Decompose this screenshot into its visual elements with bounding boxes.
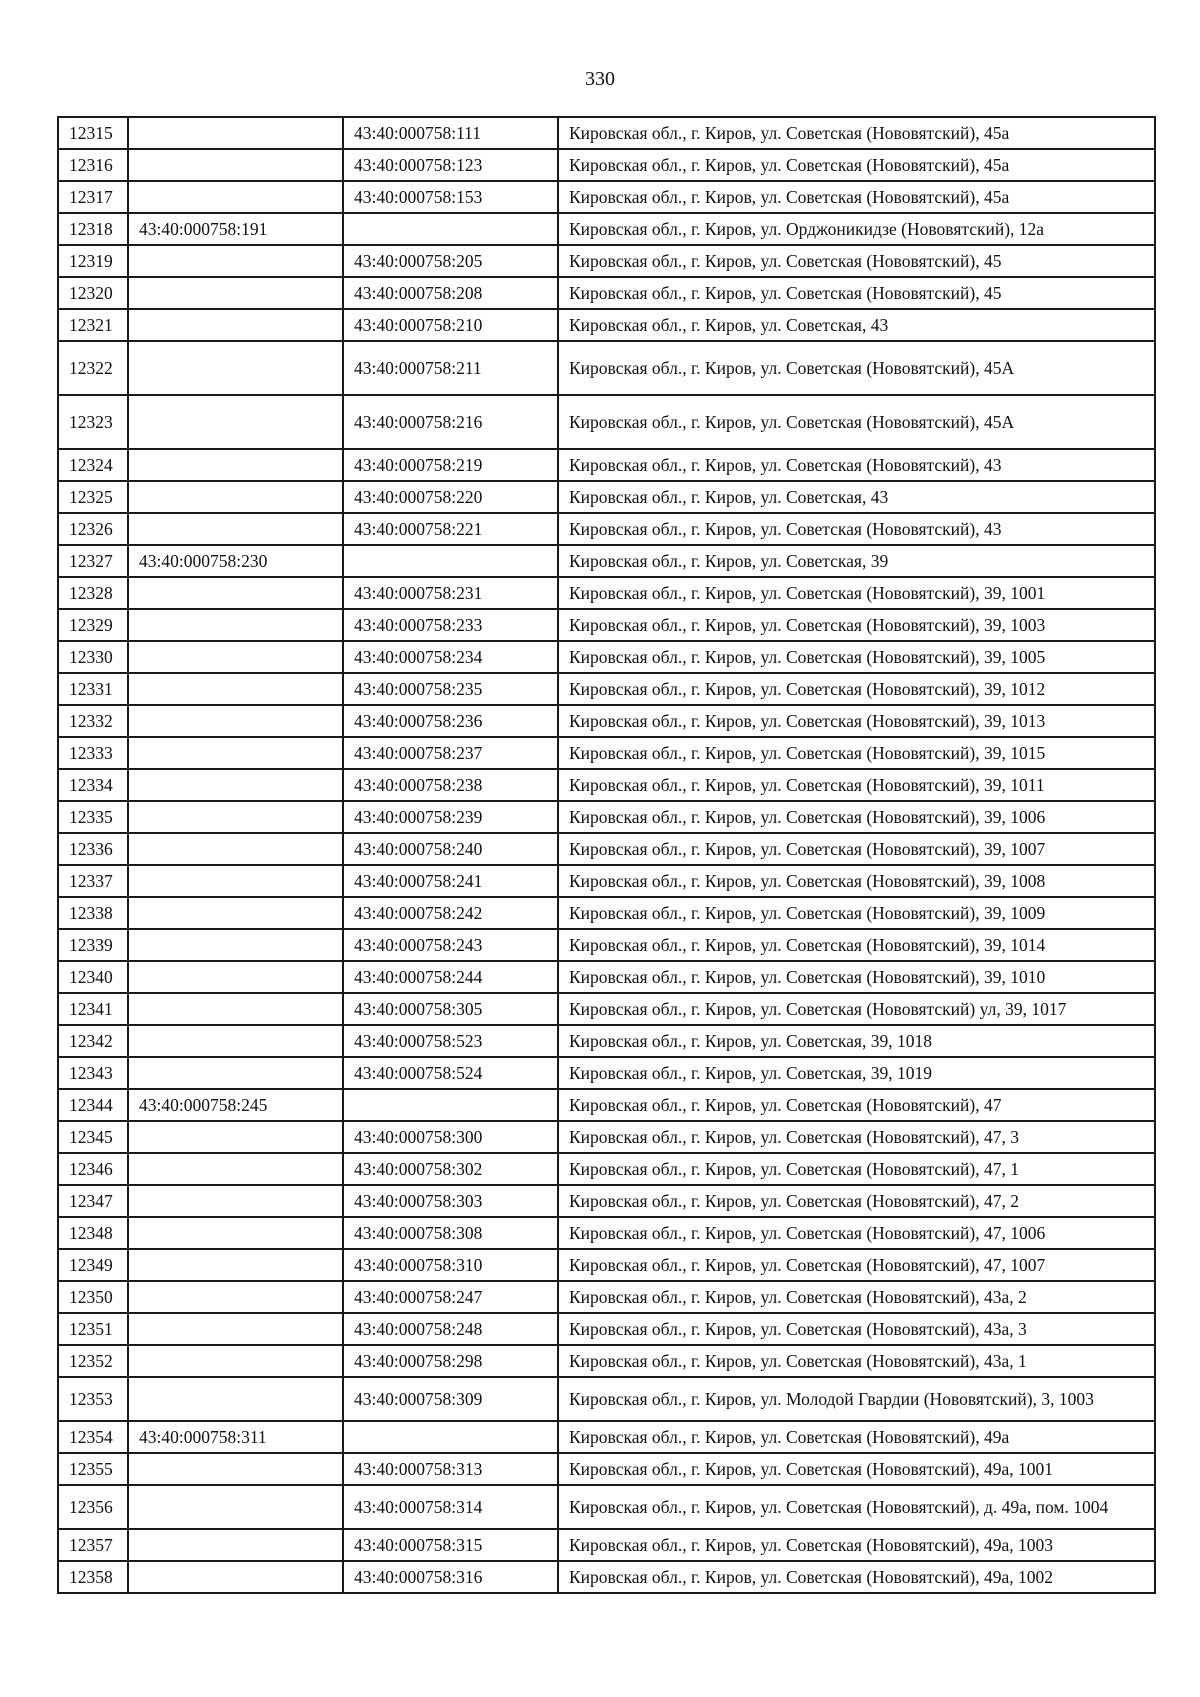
address-cell: Кировская обл., г. Киров, ул. Советская (Нововятский), 47, 2 — [558, 1185, 1155, 1217]
table-row — [58, 149, 1155, 181]
parcel-number-cell — [128, 309, 343, 341]
row-number-cell: 12335 — [58, 801, 128, 833]
object-number-cell — [343, 1421, 558, 1453]
page-number: 330 — [585, 68, 615, 90]
registry-table — [57, 116, 1156, 1594]
table-row — [58, 181, 1155, 213]
row-number-cell: 12341 — [58, 993, 128, 1025]
parcel-number-cell: 43:40:000758:245 — [128, 1089, 343, 1121]
address-cell: Кировская обл., г. Киров, ул. Советская (Нововятский), 45А — [558, 341, 1155, 395]
parcel-number-cell — [128, 1313, 343, 1345]
object-number-cell: 43:40:000758:303 — [343, 1185, 558, 1217]
table-row — [58, 897, 1155, 929]
parcel-number-cell — [128, 1153, 343, 1185]
parcel-number-cell — [128, 149, 343, 181]
row-number-cell: 12324 — [58, 449, 128, 481]
row-number-cell: 12325 — [58, 481, 128, 513]
parcel-number-cell — [128, 1121, 343, 1153]
object-number-cell: 43:40:000758:314 — [343, 1485, 558, 1529]
parcel-number-cell — [128, 1057, 343, 1089]
address-cell: Кировская обл., г. Киров, ул. Советская (Нововятский), 39, 1012 — [558, 673, 1155, 705]
row-number-cell: 12349 — [58, 1249, 128, 1281]
parcel-number-cell — [128, 577, 343, 609]
object-number-cell — [343, 545, 558, 577]
object-number-cell: 43:40:000758:153 — [343, 181, 558, 213]
table-row — [58, 705, 1155, 737]
row-number-cell: 12350 — [58, 1281, 128, 1313]
table-row — [58, 1345, 1155, 1377]
row-number-cell: 12357 — [58, 1529, 128, 1561]
row-number-cell: 12319 — [58, 245, 128, 277]
parcel-number-cell — [128, 1345, 343, 1377]
object-number-cell: 43:40:000758:220 — [343, 481, 558, 513]
object-number-cell: 43:40:000758:248 — [343, 1313, 558, 1345]
parcel-number-cell — [128, 1217, 343, 1249]
row-number-cell: 12317 — [58, 181, 128, 213]
parcel-number-cell — [128, 769, 343, 801]
table-row — [58, 545, 1155, 577]
address-cell: Кировская обл., г. Киров, ул. Советская (Нововятский), 39, 1009 — [558, 897, 1155, 929]
address-cell: Кировская обл., г. Киров, ул. Советская (Нововятский), 39, 1007 — [558, 833, 1155, 865]
parcel-number-cell — [128, 117, 343, 149]
table-row — [58, 833, 1155, 865]
object-number-cell: 43:40:000758:523 — [343, 1025, 558, 1057]
address-cell: Кировская обл., г. Киров, ул. Советская (Нововятский), 47, 3 — [558, 1121, 1155, 1153]
table-row — [58, 1377, 1155, 1421]
table-row — [58, 961, 1155, 993]
table-row — [58, 213, 1155, 245]
table-row — [58, 801, 1155, 833]
parcel-number-cell — [128, 1453, 343, 1485]
address-cell: Кировская обл., г. Киров, ул. Советская (Нововятский), 47, 1006 — [558, 1217, 1155, 1249]
address-cell: Кировская обл., г. Киров, ул. Советская (Нововятский), 45 — [558, 277, 1155, 309]
address-cell: Кировская обл., г. Киров, ул. Советская (Нововятский), 45А — [558, 395, 1155, 449]
row-number-cell: 12320 — [58, 277, 128, 309]
table-row — [58, 277, 1155, 309]
parcel-number-cell — [128, 449, 343, 481]
row-number-cell: 12354 — [58, 1421, 128, 1453]
row-number-cell: 12340 — [58, 961, 128, 993]
row-number-cell: 12336 — [58, 833, 128, 865]
address-cell: Кировская обл., г. Киров, ул. Советская (Нововятский), 39, 1010 — [558, 961, 1155, 993]
object-number-cell: 43:40:000758:236 — [343, 705, 558, 737]
object-number-cell: 43:40:000758:309 — [343, 1377, 558, 1421]
row-number-cell: 12356 — [58, 1485, 128, 1529]
address-cell: Кировская обл., г. Киров, ул. Советская (Нововятский), 39, 1006 — [558, 801, 1155, 833]
table-row — [58, 449, 1155, 481]
row-number-cell: 12342 — [58, 1025, 128, 1057]
address-cell: Кировская обл., г. Киров, ул. Советская (Нововятский), 47, 1007 — [558, 1249, 1155, 1281]
parcel-number-cell — [128, 641, 343, 673]
parcel-number-cell — [128, 277, 343, 309]
address-cell: Кировская обл., г. Киров, ул. Советская (Нововятский), 49а, 1003 — [558, 1529, 1155, 1561]
row-number-cell: 12339 — [58, 929, 128, 961]
object-number-cell: 43:40:000758:300 — [343, 1121, 558, 1153]
row-number-cell: 12351 — [58, 1313, 128, 1345]
object-number-cell: 43:40:000758:219 — [343, 449, 558, 481]
address-cell: Кировская обл., г. Киров, ул. Советская (Нововятский), 39, 1001 — [558, 577, 1155, 609]
parcel-number-cell — [128, 481, 343, 513]
object-number-cell: 43:40:000758:242 — [343, 897, 558, 929]
object-number-cell: 43:40:000758:315 — [343, 1529, 558, 1561]
table-row — [58, 1421, 1155, 1453]
address-cell: Кировская обл., г. Киров, ул. Советская (Нововятский), 45а — [558, 181, 1155, 213]
table-row — [58, 1485, 1155, 1529]
row-number-cell: 12331 — [58, 673, 128, 705]
row-number-cell: 12338 — [58, 897, 128, 929]
address-cell: Кировская обл., г. Киров, ул. Советская, 39, 1019 — [558, 1057, 1155, 1089]
parcel-number-cell — [128, 897, 343, 929]
row-number-cell: 12328 — [58, 577, 128, 609]
object-number-cell: 43:40:000758:243 — [343, 929, 558, 961]
row-number-cell: 12355 — [58, 1453, 128, 1485]
object-number-cell: 43:40:000758:310 — [343, 1249, 558, 1281]
address-cell: Кировская обл., г. Киров, ул. Советская (Нововятский) ул, 39, 1017 — [558, 993, 1155, 1025]
table-row — [58, 1561, 1155, 1593]
parcel-number-cell — [128, 673, 343, 705]
address-cell: Кировская обл., г. Киров, ул. Орджоникидзе (Нововятский), 12а — [558, 213, 1155, 245]
table-row — [58, 641, 1155, 673]
parcel-number-cell — [128, 1025, 343, 1057]
row-number-cell: 12323 — [58, 395, 128, 449]
address-cell: Кировская обл., г. Киров, ул. Советская, 39 — [558, 545, 1155, 577]
parcel-number-cell — [128, 833, 343, 865]
object-number-cell: 43:40:000758:302 — [343, 1153, 558, 1185]
parcel-number-cell — [128, 395, 343, 449]
row-number-cell: 12343 — [58, 1057, 128, 1089]
table-row — [58, 865, 1155, 897]
address-cell: Кировская обл., г. Киров, ул. Советская (Нововятский), 43 — [558, 449, 1155, 481]
registry-body — [58, 117, 1155, 1593]
address-cell: Кировская обл., г. Киров, ул. Советская, 39, 1018 — [558, 1025, 1155, 1057]
row-number-cell: 12333 — [58, 737, 128, 769]
parcel-number-cell — [128, 705, 343, 737]
parcel-number-cell — [128, 245, 343, 277]
table-row — [58, 1453, 1155, 1485]
object-number-cell: 43:40:000758:208 — [343, 277, 558, 309]
object-number-cell: 43:40:000758:205 — [343, 245, 558, 277]
table-row — [58, 1089, 1155, 1121]
row-number-cell: 12318 — [58, 213, 128, 245]
row-number-cell: 12332 — [58, 705, 128, 737]
address-cell: Кировская обл., г. Киров, ул. Советская (Нововятский), 39, 1003 — [558, 609, 1155, 641]
object-number-cell: 43:40:000758:239 — [343, 801, 558, 833]
parcel-number-cell — [128, 1529, 343, 1561]
address-cell: Кировская обл., г. Киров, ул. Советская (Нововятский), 49а — [558, 1421, 1155, 1453]
table-row — [58, 481, 1155, 513]
address-cell: Кировская обл., г. Киров, ул. Советская (Нововятский), 39, 1011 — [558, 769, 1155, 801]
address-cell: Кировская обл., г. Киров, ул. Советская (Нововятский), 47, 1 — [558, 1153, 1155, 1185]
object-number-cell: 43:40:000758:231 — [343, 577, 558, 609]
parcel-number-cell: 43:40:000758:230 — [128, 545, 343, 577]
table-row — [58, 609, 1155, 641]
row-number-cell: 12327 — [58, 545, 128, 577]
table-row — [58, 309, 1155, 341]
parcel-number-cell — [128, 737, 343, 769]
parcel-number-cell — [128, 1185, 343, 1217]
parcel-number-cell — [128, 1281, 343, 1313]
row-number-cell: 12352 — [58, 1345, 128, 1377]
parcel-number-cell: 43:40:000758:311 — [128, 1421, 343, 1453]
object-number-cell: 43:40:000758:210 — [343, 309, 558, 341]
object-number-cell: 43:40:000758:237 — [343, 737, 558, 769]
object-number-cell: 43:40:000758:111 — [343, 117, 558, 149]
address-cell: Кировская обл., г. Киров, ул. Советская (Нововятский), 45а — [558, 117, 1155, 149]
object-number-cell: 43:40:000758:316 — [343, 1561, 558, 1593]
object-number-cell: 43:40:000758:244 — [343, 961, 558, 993]
address-cell: Кировская обл., г. Киров, ул. Советская (Нововятский), 43 — [558, 513, 1155, 545]
address-cell: Кировская обл., г. Киров, ул. Советская (Нововятский), 49а, 1001 — [558, 1453, 1155, 1485]
address-cell: Кировская обл., г. Киров, ул. Советская, 43 — [558, 309, 1155, 341]
table-row — [58, 1025, 1155, 1057]
table-row — [58, 993, 1155, 1025]
table-row — [58, 1217, 1155, 1249]
table-row — [58, 513, 1155, 545]
row-number-cell: 12337 — [58, 865, 128, 897]
table-row — [58, 1185, 1155, 1217]
row-number-cell: 12347 — [58, 1185, 128, 1217]
row-number-cell: 12316 — [58, 149, 128, 181]
address-cell: Кировская обл., г. Киров, ул. Советская (Нововятский), 45а — [558, 149, 1155, 181]
row-number-cell: 12353 — [58, 1377, 128, 1421]
parcel-number-cell — [128, 1249, 343, 1281]
table-row — [58, 1121, 1155, 1153]
address-cell: Кировская обл., г. Киров, ул. Советская (Нововятский), 49а, 1002 — [558, 1561, 1155, 1593]
row-number-cell: 12344 — [58, 1089, 128, 1121]
parcel-number-cell — [128, 1485, 343, 1529]
object-number-cell: 43:40:000758:241 — [343, 865, 558, 897]
object-number-cell: 43:40:000758:234 — [343, 641, 558, 673]
address-cell: Кировская обл., г. Киров, ул. Советская (Нововятский), 43а, 1 — [558, 1345, 1155, 1377]
table-row — [58, 1313, 1155, 1345]
table-row — [58, 769, 1155, 801]
table-row — [58, 1057, 1155, 1089]
object-number-cell: 43:40:000758:233 — [343, 609, 558, 641]
object-number-cell: 43:40:000758:123 — [343, 149, 558, 181]
object-number-cell: 43:40:000758:211 — [343, 341, 558, 395]
row-number-cell: 12334 — [58, 769, 128, 801]
object-number-cell — [343, 1089, 558, 1121]
object-number-cell: 43:40:000758:305 — [343, 993, 558, 1025]
object-number-cell: 43:40:000758:216 — [343, 395, 558, 449]
address-cell: Кировская обл., г. Киров, ул. Советская (Нововятский), 39, 1015 — [558, 737, 1155, 769]
parcel-number-cell — [128, 993, 343, 1025]
address-cell: Кировская обл., г. Киров, ул. Советская (Нововятский), 39, 1008 — [558, 865, 1155, 897]
object-number-cell: 43:40:000758:221 — [343, 513, 558, 545]
row-number-cell: 12329 — [58, 609, 128, 641]
table-row — [58, 929, 1155, 961]
address-cell: Кировская обл., г. Киров, ул. Советская (Нововятский), 39, 1014 — [558, 929, 1155, 961]
object-number-cell: 43:40:000758:240 — [343, 833, 558, 865]
object-number-cell: 43:40:000758:238 — [343, 769, 558, 801]
object-number-cell: 43:40:000758:247 — [343, 1281, 558, 1313]
parcel-number-cell — [128, 341, 343, 395]
parcel-number-cell — [128, 865, 343, 897]
row-number-cell: 12315 — [58, 117, 128, 149]
row-number-cell: 12348 — [58, 1217, 128, 1249]
object-number-cell: 43:40:000758:313 — [343, 1453, 558, 1485]
parcel-number-cell — [128, 609, 343, 641]
row-number-cell: 12322 — [58, 341, 128, 395]
address-cell: Кировская обл., г. Киров, ул. Советская (Нововятский), 45 — [558, 245, 1155, 277]
row-number-cell: 12330 — [58, 641, 128, 673]
parcel-number-cell — [128, 1377, 343, 1421]
table-row — [58, 737, 1155, 769]
table-row — [58, 1281, 1155, 1313]
parcel-number-cell — [128, 929, 343, 961]
parcel-number-cell — [128, 1561, 343, 1593]
address-cell: Кировская обл., г. Киров, ул. Молодой Гвардии (Нововятский), 3, 1003 — [558, 1377, 1155, 1421]
parcel-number-cell — [128, 513, 343, 545]
object-number-cell: 43:40:000758:298 — [343, 1345, 558, 1377]
table-row — [58, 245, 1155, 277]
row-number-cell: 12326 — [58, 513, 128, 545]
address-cell: Кировская обл., г. Киров, ул. Советская (Нововятский), 39, 1005 — [558, 641, 1155, 673]
object-number-cell — [343, 213, 558, 245]
table-row — [58, 117, 1155, 149]
parcel-number-cell — [128, 961, 343, 993]
row-number-cell: 12321 — [58, 309, 128, 341]
parcel-number-cell — [128, 181, 343, 213]
table-row — [58, 1529, 1155, 1561]
parcel-number-cell — [128, 801, 343, 833]
table-row — [58, 577, 1155, 609]
address-cell: Кировская обл., г. Киров, ул. Советская (Нововятский), д. 49а, пом. 1004 — [558, 1485, 1155, 1529]
row-number-cell: 12345 — [58, 1121, 128, 1153]
row-number-cell: 12346 — [58, 1153, 128, 1185]
address-cell: Кировская обл., г. Киров, ул. Советская (Нововятский), 39, 1013 — [558, 705, 1155, 737]
address-cell: Кировская обл., г. Киров, ул. Советская, 43 — [558, 481, 1155, 513]
address-cell: Кировская обл., г. Киров, ул. Советская (Нововятский), 43а, 3 — [558, 1313, 1155, 1345]
object-number-cell: 43:40:000758:235 — [343, 673, 558, 705]
address-cell: Кировская обл., г. Киров, ул. Советская (Нововятский), 43а, 2 — [558, 1281, 1155, 1313]
table-row — [58, 1249, 1155, 1281]
table-row — [58, 395, 1155, 449]
table-row — [58, 1153, 1155, 1185]
parcel-number-cell: 43:40:000758:191 — [128, 213, 343, 245]
table-row — [58, 341, 1155, 395]
object-number-cell: 43:40:000758:308 — [343, 1217, 558, 1249]
object-number-cell: 43:40:000758:524 — [343, 1057, 558, 1089]
address-cell: Кировская обл., г. Киров, ул. Советская (Нововятский), 47 — [558, 1089, 1155, 1121]
row-number-cell: 12358 — [58, 1561, 128, 1593]
table-row — [58, 673, 1155, 705]
